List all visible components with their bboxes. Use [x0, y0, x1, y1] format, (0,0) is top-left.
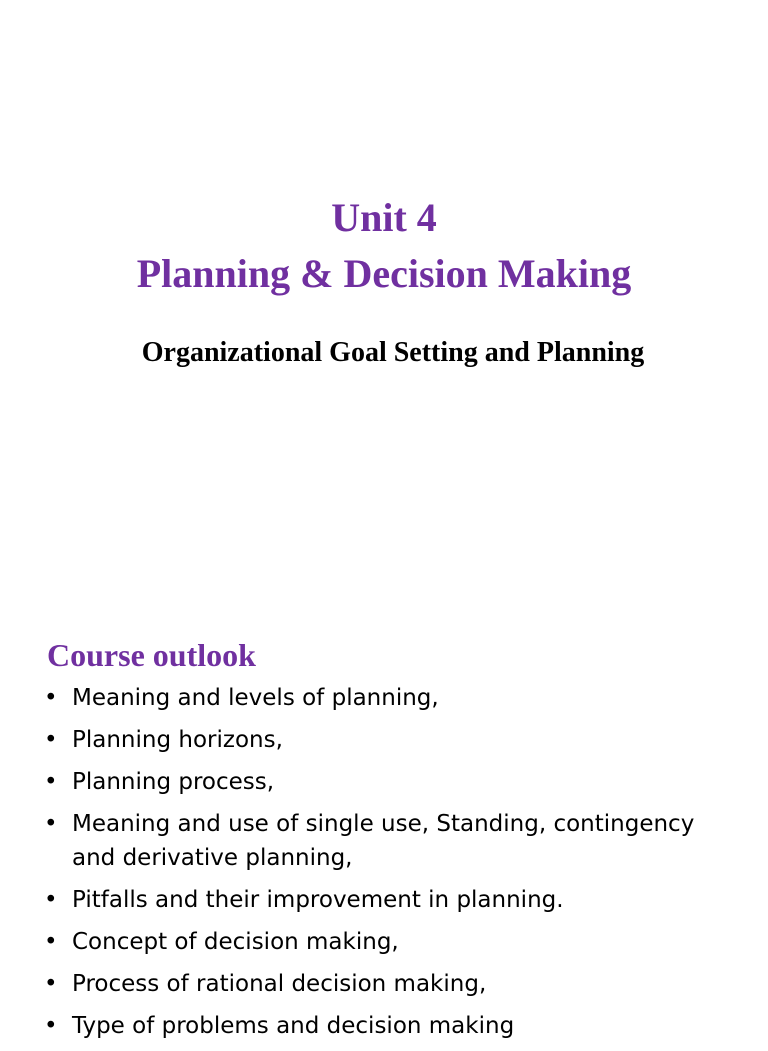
bullet-icon: • [44, 811, 58, 837]
slide-title [0, 190, 768, 302]
list-item [44, 807, 744, 875]
list-item [44, 883, 744, 917]
list-item [44, 1009, 744, 1043]
slide-subtitle: Organizational Goal Setting and Planning [141, 337, 645, 368]
bullet-icon: • [44, 887, 58, 913]
list-item-text: Planning process, [72, 769, 275, 795]
list-item-text: Type of problems and decision making [72, 1013, 515, 1039]
list-item [44, 925, 744, 959]
list-item-text: Concept of decision making, [72, 929, 399, 955]
title-unit: Unit 4 [331, 195, 437, 240]
list-item [44, 681, 744, 715]
list-item [44, 967, 744, 1001]
list-item-text: Process of rational decision making, [72, 971, 487, 997]
course-outlook-list [44, 681, 744, 1051]
course-outlook-heading: Course outlook [47, 637, 256, 673]
title-topic: Planning & Decision Making [136, 251, 632, 296]
bullet-icon: • [44, 685, 58, 711]
bullet-icon: • [44, 727, 58, 753]
bullet-icon: • [44, 929, 58, 955]
list-item-text: Meaning and levels of planning, [72, 685, 439, 711]
list-item [44, 765, 744, 799]
list-item-text: Meaning and use of single use, Standing, contingency and derivative planning, [72, 811, 695, 871]
list-item [44, 723, 744, 757]
list-item-text: Pitfalls and their improvement in planning. [72, 887, 564, 913]
bullet-icon: • [44, 971, 58, 997]
bullet-icon: • [44, 1013, 58, 1039]
list-item-text: Planning horizons, [72, 727, 283, 753]
bullet-icon: • [44, 769, 58, 795]
